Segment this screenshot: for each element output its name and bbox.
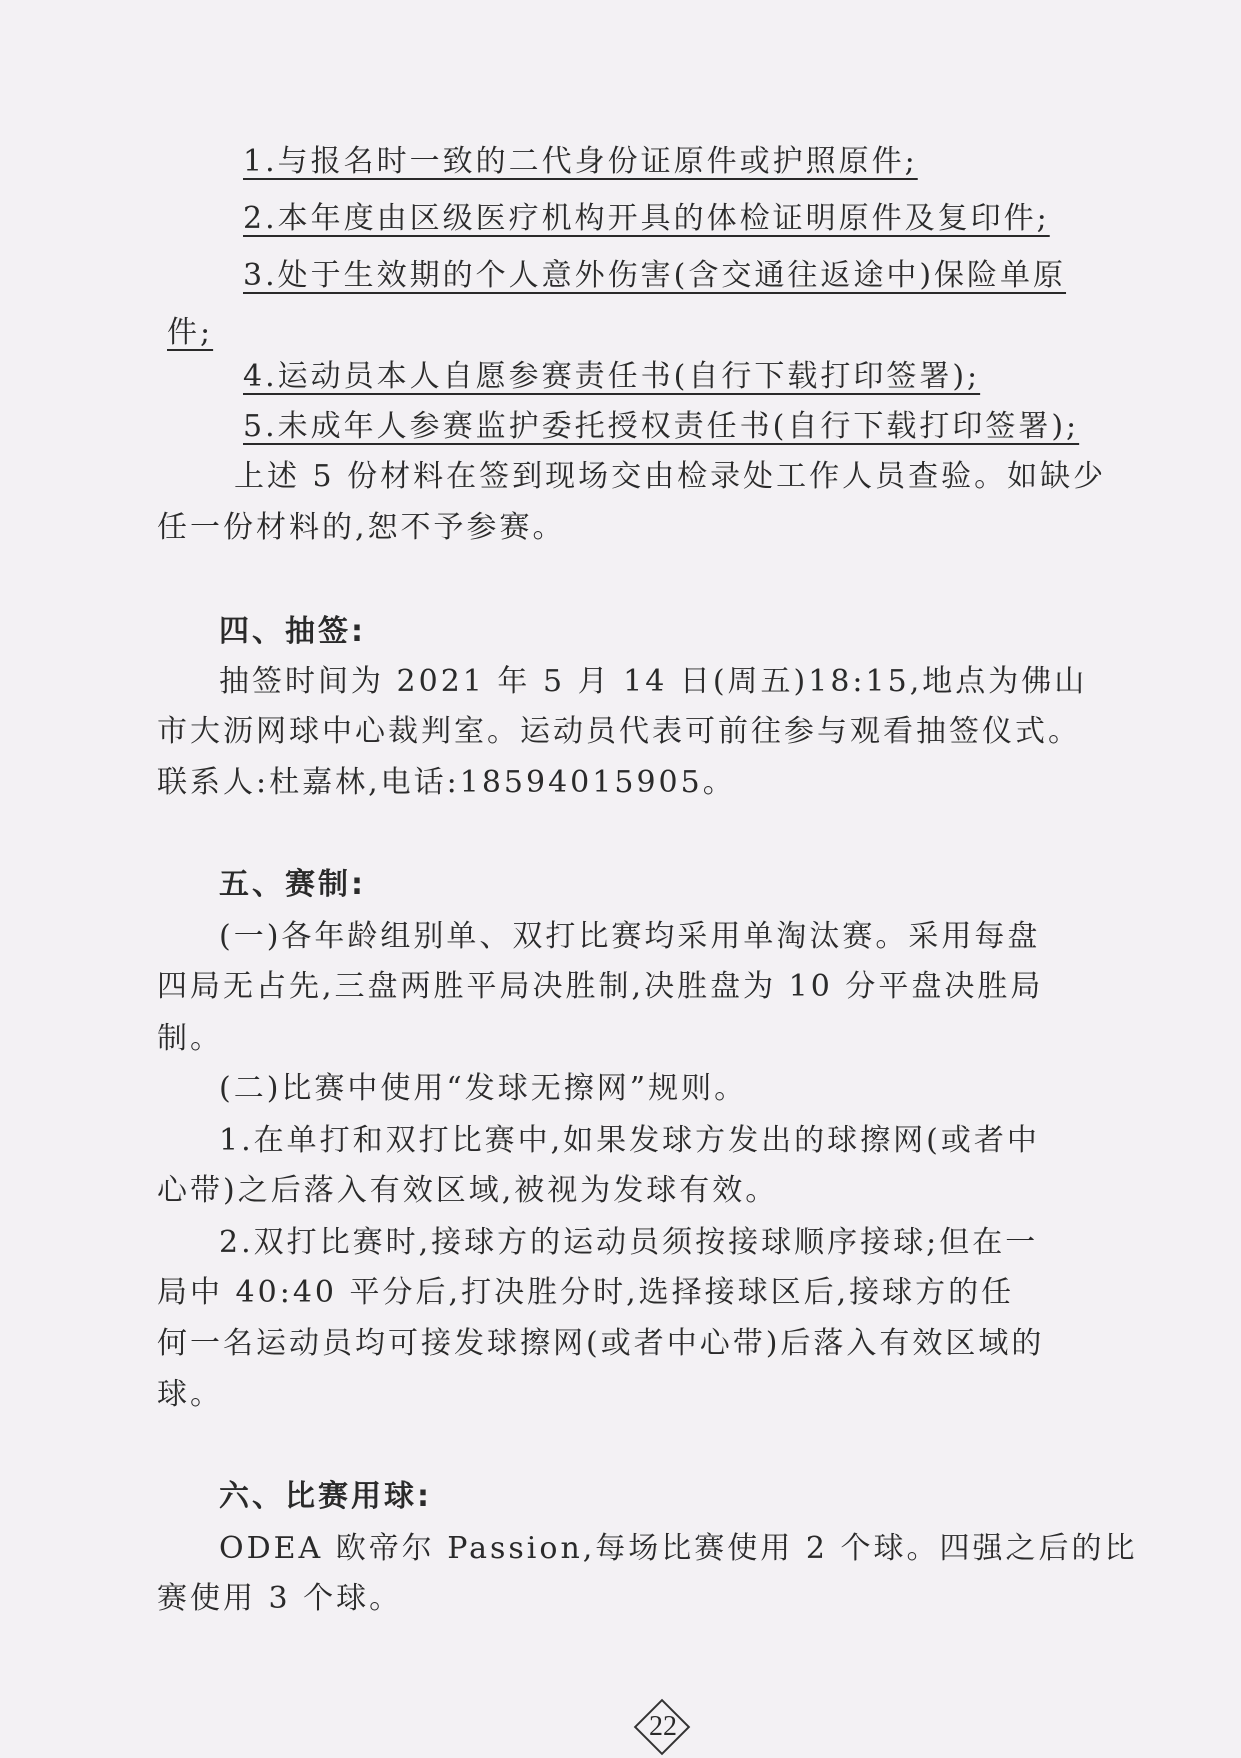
format-section-1-line-2: 四局无占先,三盘两胜平局决胜制,决胜盘为 10 分平盘决胜局 (157, 969, 1044, 1004)
section-heading-draw: 四、抽签: (219, 614, 366, 649)
material-item-4: 4.运动员本人自愿参赛责任书(自行下载打印签署); (243, 359, 981, 394)
page-number: 22 (649, 1711, 677, 1742)
format-section-2: (二)比赛中使用“发球无擦网”规则。 (219, 1071, 748, 1106)
materials-note-line-1: 上述 5 份材料在签到现场交由检录处工作人员查验。如缺少 (234, 459, 1107, 494)
ball-paragraph-line-2: 赛使用 3 个球。 (157, 1581, 403, 1616)
material-item-2: 2.本年度由区级医疗机构开具的体检证明原件及复印件; (243, 201, 1050, 236)
format-section-1-line-3: 制。 (157, 1021, 223, 1056)
material-item-3-line-1: 3.处于生效期的个人意外伤害(含交通往返途中)保险单原 (243, 258, 1067, 293)
draw-paragraph-line-2: 市大沥网球中心裁判室。运动员代表可前往参与观看抽签仪式。 (157, 714, 1081, 749)
format-rule-2-line-2: 局中 40:40 平分后,打决胜分时,选择接球区后,接球方的任 (157, 1275, 1015, 1310)
section-heading-ball: 六、比赛用球: (219, 1479, 432, 1514)
format-rule-2-line-4: 球。 (157, 1377, 223, 1412)
ball-paragraph-line-1: ODEA 欧帝尔 Passion,每场比赛使用 2 个球。四强之后的比 (219, 1531, 1138, 1566)
format-section-1-line-1: (一)各年龄组别单、双打比赛均采用单淘汰赛。采用每盘 (219, 919, 1041, 954)
format-rule-1-line-1: 1.在单打和双打比赛中,如果发球方发出的球擦网(或者中 (219, 1123, 1040, 1158)
draw-paragraph-line-3: 联系人:杜嘉林,电话:18594015905。 (157, 765, 736, 800)
section-heading-format: 五、赛制: (219, 867, 366, 902)
material-item-3-line-2: 件; (167, 315, 214, 350)
format-rule-2-line-3: 何一名运动员均可接发球擦网(或者中心带)后落入有效区域的 (157, 1326, 1045, 1361)
materials-note-line-2: 任一份材料的,恕不予参赛。 (157, 510, 566, 545)
draw-paragraph-line-1: 抽签时间为 2021 年 5 月 14 日(周五)18:15,地点为佛山 (219, 664, 1088, 699)
material-item-1: 1.与报名时一致的二代身份证原件或护照原件; (243, 144, 918, 179)
material-item-5: 5.未成年人参赛监护委托授权责任书(自行下载打印签署); (243, 409, 1080, 444)
format-rule-2-line-1: 2.双打比赛时,接球方的运动员须按接球顺序接球;但在一 (219, 1225, 1039, 1260)
format-rule-1-line-2: 心带)之后落入有效区域,被视为发球有效。 (157, 1173, 779, 1208)
page-number-badge (633, 1698, 693, 1758)
